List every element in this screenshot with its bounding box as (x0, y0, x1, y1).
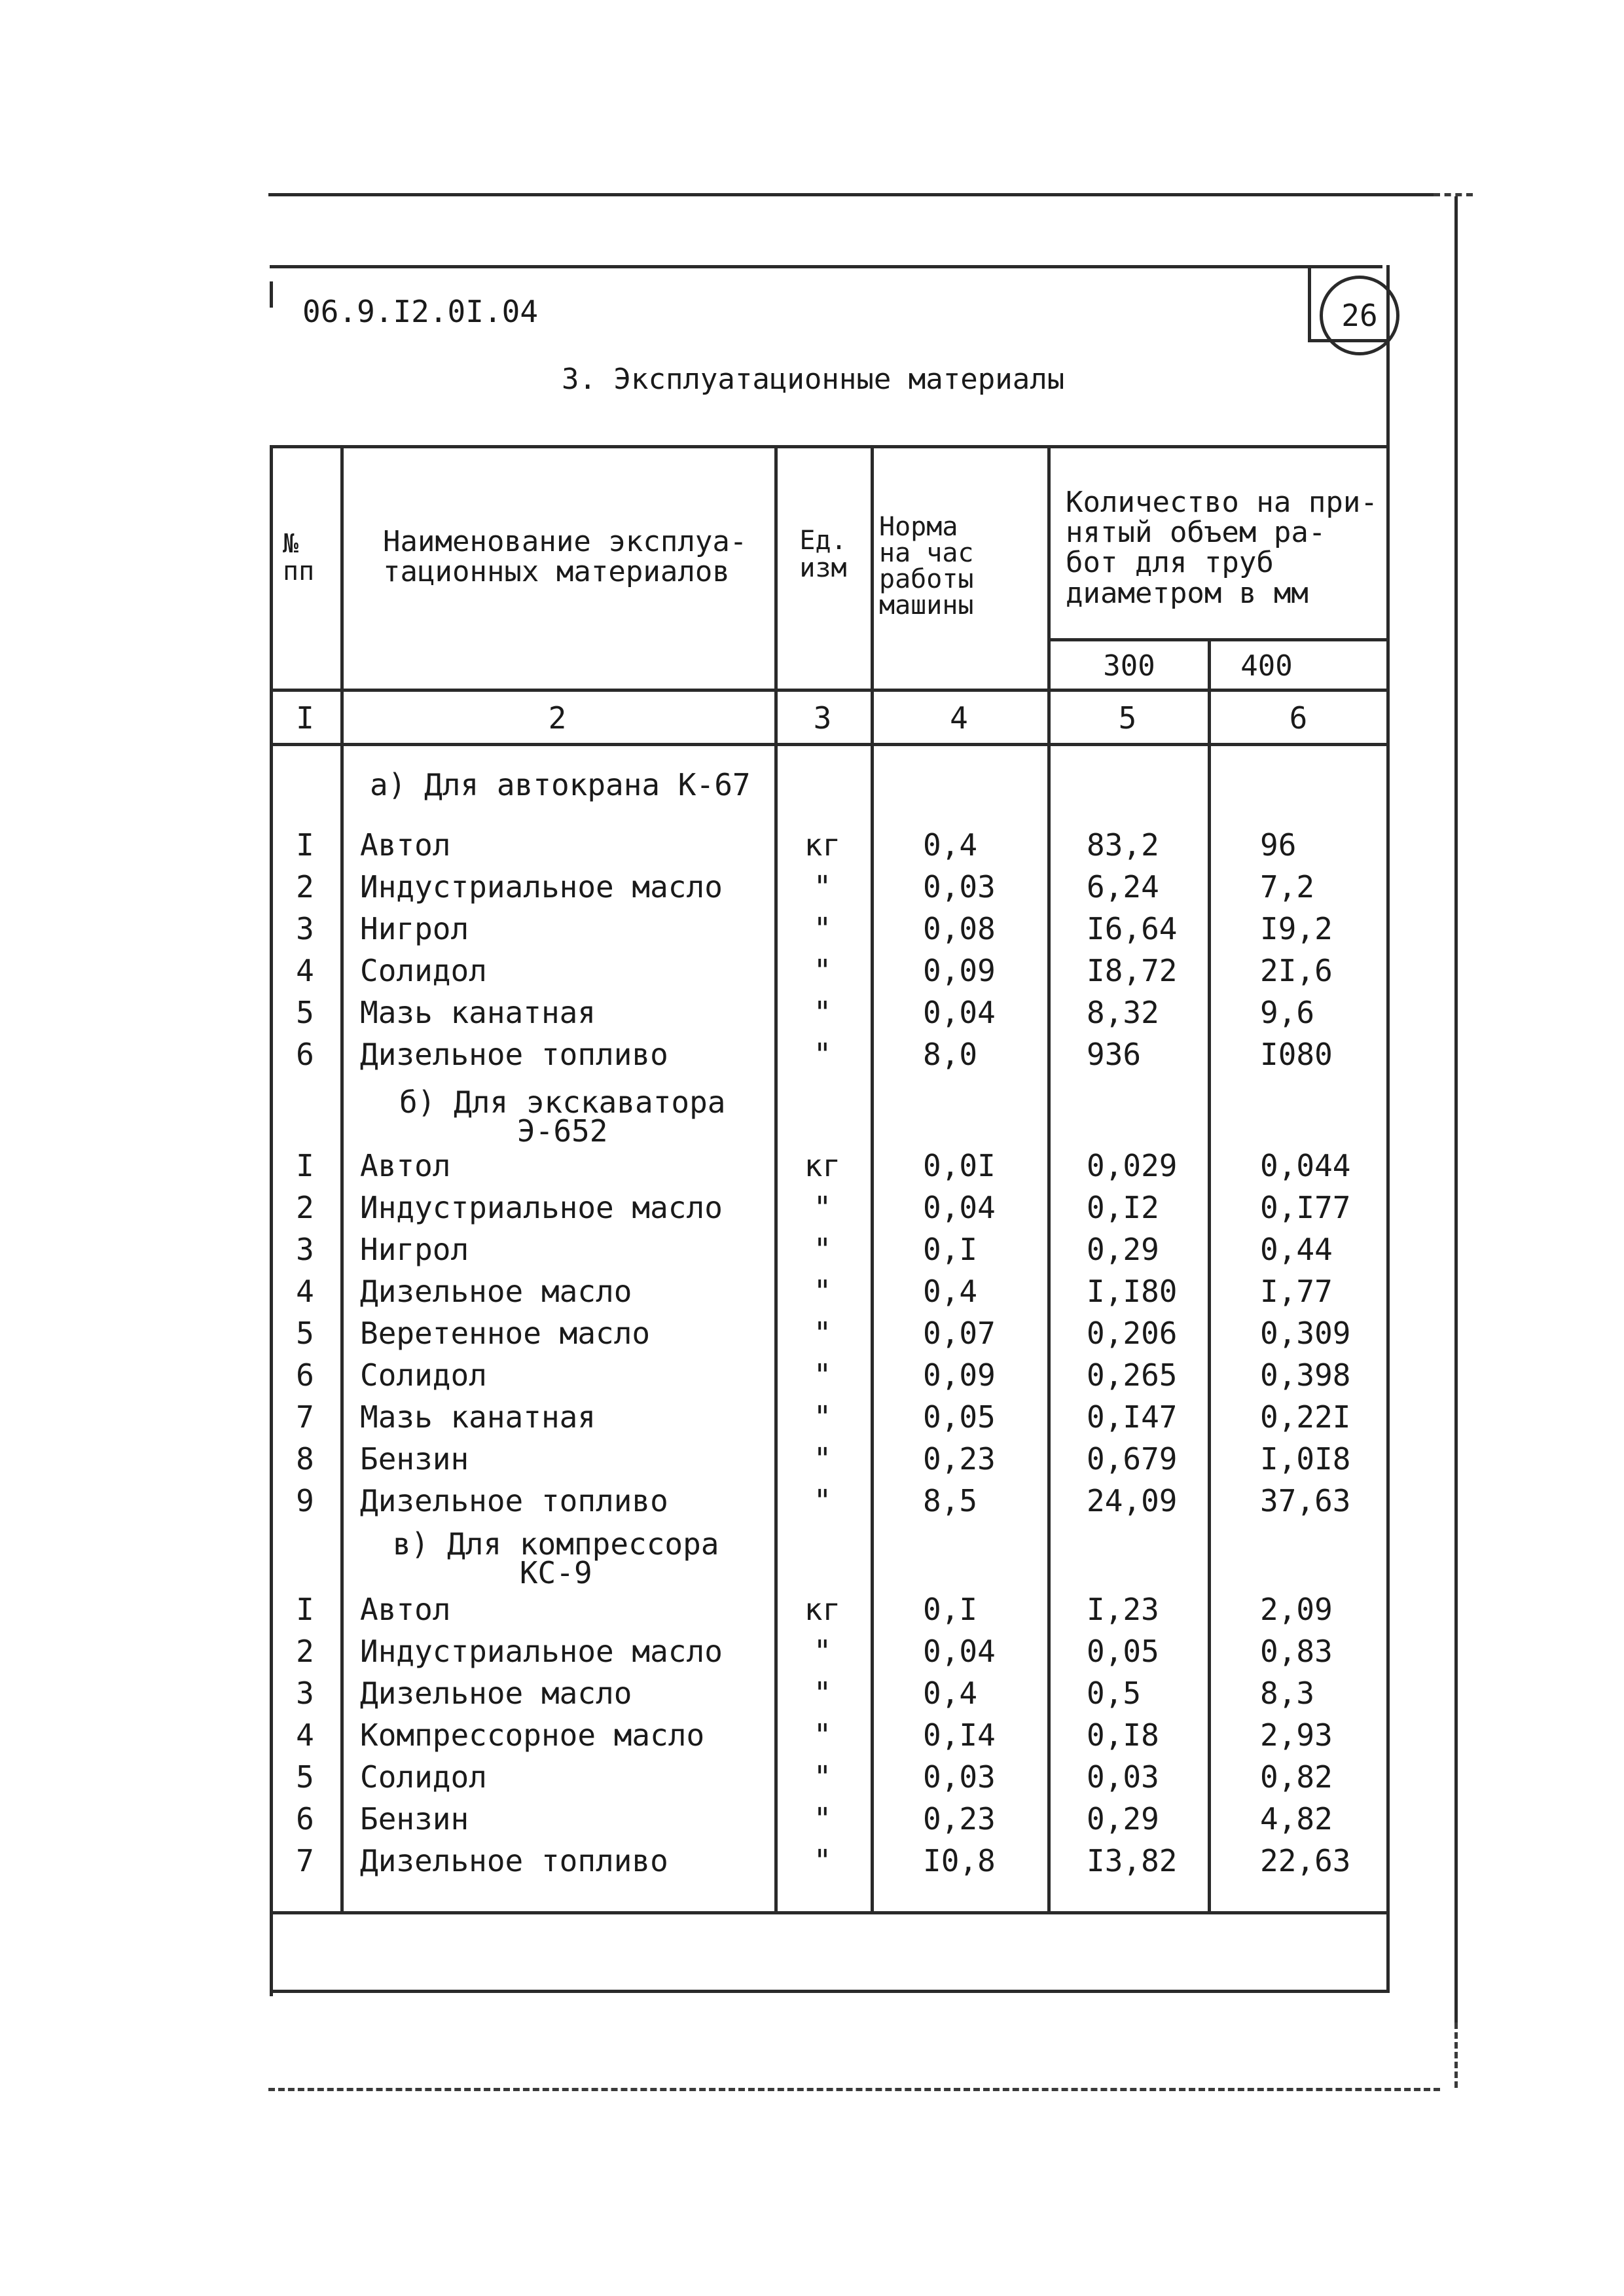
col-divider-1 (340, 445, 344, 1914)
norm-per-hour: 8,0 (923, 1037, 978, 1072)
norm-per-hour: 0,I (923, 1592, 978, 1627)
quantity-300: 0,29 (1087, 1801, 1159, 1837)
material-name: Дизельное топливо (360, 1037, 668, 1072)
unit: " (813, 911, 832, 946)
norm-per-hour: 0,23 (923, 1441, 996, 1477)
group-title: в) Для компрессора КС-9 (393, 1526, 719, 1590)
col-divider-3 (871, 445, 874, 1914)
norm-per-hour: 0,04 (923, 995, 996, 1030)
row-number: 5 (296, 995, 314, 1030)
material-name: Солидол (360, 1759, 487, 1795)
col-number-5: 5 (1118, 700, 1137, 736)
norm-per-hour: 8,5 (923, 1483, 978, 1518)
unit: кг (804, 827, 841, 863)
unit: " (813, 1634, 832, 1669)
page-box-bottom (270, 1990, 1389, 1993)
unit: " (813, 1759, 832, 1795)
column-numbers-bottom-line (270, 743, 1389, 746)
row-number: 6 (296, 1357, 314, 1393)
quantity-300: 0,679 (1087, 1441, 1178, 1477)
quantity-400: 96 (1260, 827, 1297, 863)
quantity-400: I9,2 (1260, 911, 1333, 946)
norm-per-hour: 0,03 (923, 869, 996, 905)
row-number: 5 (296, 1759, 314, 1795)
header-unit: Ед. изм (799, 526, 847, 583)
quantity-300: 0,I47 (1087, 1399, 1178, 1435)
quantity-300: 0,03 (1087, 1759, 1159, 1795)
header-diameter-300: 300 (1103, 649, 1155, 683)
quantity-400: 7,2 (1260, 869, 1315, 905)
quantity-400: 0,22I (1260, 1399, 1351, 1435)
quantity-300: 0,029 (1087, 1148, 1178, 1183)
unit: " (813, 1357, 832, 1393)
quantity-300: 0,I8 (1087, 1717, 1159, 1753)
quantity-300: I,I80 (1087, 1274, 1178, 1309)
material-name: Мазь канатная (360, 995, 596, 1030)
col-number-2: 2 (548, 700, 567, 736)
quantity-300: 83,2 (1087, 827, 1159, 863)
right-frame-line (1454, 196, 1458, 2022)
quantity-400: 0,398 (1260, 1357, 1351, 1393)
material-name: Компрессорное масло (360, 1717, 705, 1753)
quantity-300: I,23 (1087, 1592, 1159, 1627)
norm-per-hour: 0,08 (923, 911, 996, 946)
quantity-300: 0,206 (1087, 1316, 1178, 1351)
row-number: I (296, 827, 314, 863)
header-quantity: Количество на при- нятый объем ра- бот для труб диаметром в мм (1066, 486, 1378, 610)
material-name: Нигрол (360, 911, 469, 946)
row-number: 7 (296, 1399, 314, 1435)
page-box-right (1386, 265, 1390, 1993)
diameter-subheader-line (1051, 638, 1389, 641)
unit: " (813, 1316, 832, 1351)
col-number-4: 4 (950, 700, 968, 736)
row-number: I (296, 1592, 314, 1627)
quantity-400: 0,I77 (1260, 1190, 1351, 1225)
quantity-300: 0,I2 (1087, 1190, 1159, 1225)
row-number: 3 (296, 1232, 314, 1267)
quantity-300: 0,05 (1087, 1634, 1159, 1669)
quantity-300: 24,09 (1087, 1483, 1178, 1518)
material-name: Автол (360, 1592, 451, 1627)
header-name: Наименование эксплуа- тационных материалов (383, 525, 748, 589)
norm-per-hour: 0,07 (923, 1316, 996, 1351)
row-number: 6 (296, 1801, 314, 1837)
quantity-300: 6,24 (1087, 869, 1159, 905)
unit: " (813, 1843, 832, 1878)
row-number: 4 (296, 1717, 314, 1753)
unit: " (813, 953, 832, 988)
unit: " (813, 1801, 832, 1837)
material-name: Дизельное топливо (360, 1843, 668, 1878)
quantity-400: I080 (1260, 1037, 1333, 1072)
bottom-frame-dash (268, 2088, 1440, 2091)
col-number-6: 6 (1289, 700, 1308, 736)
norm-per-hour: 0,4 (923, 827, 978, 863)
quantity-400: 0,83 (1260, 1634, 1333, 1669)
quantity-300: 936 (1087, 1037, 1142, 1072)
unit: " (813, 1037, 832, 1072)
header-bottom-line (270, 689, 1389, 692)
top-frame-dash (1434, 193, 1473, 196)
unit: " (813, 869, 832, 905)
document-code: 06.9.I2.0I.04 (302, 294, 539, 329)
unit: " (813, 995, 832, 1030)
quantity-400: 0,044 (1260, 1148, 1351, 1183)
quantity-300: 0,5 (1087, 1676, 1142, 1711)
quantity-400: I,0I8 (1260, 1441, 1351, 1477)
col-number-3: 3 (813, 700, 832, 736)
row-number: 8 (296, 1441, 314, 1477)
unit: кг (804, 1592, 841, 1627)
col-divider-5 (1208, 638, 1211, 1914)
row-number: 6 (296, 1037, 314, 1072)
unit: " (813, 1274, 832, 1309)
unit: " (813, 1441, 832, 1477)
material-name: Автол (360, 827, 451, 863)
row-number: 3 (296, 911, 314, 946)
col-number-1: I (296, 700, 314, 736)
quantity-300: 8,32 (1087, 995, 1159, 1030)
row-number: 2 (296, 1190, 314, 1225)
unit: " (813, 1717, 832, 1753)
top-frame-line (268, 193, 1434, 196)
header-box-top (270, 265, 1382, 268)
material-name: Бензин (360, 1801, 469, 1837)
unit: кг (804, 1148, 841, 1183)
quantity-300: I3,82 (1087, 1843, 1178, 1878)
norm-per-hour: 0,I4 (923, 1717, 996, 1753)
norm-per-hour: 0,09 (923, 1357, 996, 1393)
quantity-400: I,77 (1260, 1274, 1333, 1309)
norm-per-hour: 0,23 (923, 1801, 996, 1837)
norm-per-hour: 0,04 (923, 1634, 996, 1669)
material-name: Дизельное масло (360, 1676, 632, 1711)
page-number: 26 (1341, 298, 1378, 333)
row-number: 2 (296, 869, 314, 905)
quantity-400: 9,6 (1260, 995, 1315, 1030)
material-name: Веретенное масло (360, 1316, 651, 1351)
quantity-400: 2,93 (1260, 1717, 1333, 1753)
material-name: Бензин (360, 1441, 469, 1477)
quantity-400: 2,09 (1260, 1592, 1333, 1627)
header-diameter-400: 400 (1240, 649, 1293, 683)
row-number: 2 (296, 1634, 314, 1669)
norm-per-hour: 0,09 (923, 953, 996, 988)
norm-per-hour: 0,03 (923, 1759, 996, 1795)
header-norm: Норма на час работы машины (879, 512, 974, 620)
page-number-circle (1320, 276, 1399, 355)
norm-per-hour: 0,4 (923, 1676, 978, 1711)
norm-per-hour: 0,05 (923, 1399, 996, 1435)
quantity-300: 0,265 (1087, 1357, 1178, 1393)
header-box-left-tick (270, 281, 273, 308)
material-name: Индустриальное масло (360, 1634, 723, 1669)
material-name: Индустриальное масло (360, 1190, 723, 1225)
quantity-400: 0,44 (1260, 1232, 1333, 1267)
material-name: Солидол (360, 953, 487, 988)
table-top-border (270, 445, 1389, 448)
quantity-400: 22,63 (1260, 1843, 1351, 1878)
quantity-400: 8,3 (1260, 1676, 1315, 1711)
norm-per-hour: 0,0I (923, 1148, 996, 1183)
material-name: Дизельное масло (360, 1274, 632, 1309)
quantity-300: I6,64 (1087, 911, 1178, 946)
row-number: 9 (296, 1483, 314, 1518)
section-title: 3. Эксплуатационные материалы (562, 363, 1065, 396)
page-number-bracket-left (1308, 265, 1311, 342)
norm-per-hour: 0,4 (923, 1274, 978, 1309)
quantity-400: 37,63 (1260, 1483, 1351, 1518)
row-number: 3 (296, 1676, 314, 1711)
material-name: Солидол (360, 1357, 487, 1393)
norm-per-hour: I0,8 (923, 1843, 996, 1878)
unit: " (813, 1676, 832, 1711)
material-name: Дизельное топливо (360, 1483, 668, 1518)
quantity-400: 0,309 (1260, 1316, 1351, 1351)
header-num: № пп (283, 529, 315, 586)
material-name: Автол (360, 1148, 451, 1183)
quantity-400: 0,82 (1260, 1759, 1333, 1795)
row-number: 5 (296, 1316, 314, 1351)
norm-per-hour: 0,I (923, 1232, 978, 1267)
quantity-300: I8,72 (1087, 953, 1178, 988)
row-number: 4 (296, 1274, 314, 1309)
unit: " (813, 1232, 832, 1267)
norm-per-hour: 0,04 (923, 1190, 996, 1225)
material-name: Нигрол (360, 1232, 469, 1267)
row-number: 4 (296, 953, 314, 988)
material-name: Мазь канатная (360, 1399, 596, 1435)
unit: " (813, 1483, 832, 1518)
quantity-300: 0,29 (1087, 1232, 1159, 1267)
quantity-400: 4,82 (1260, 1801, 1333, 1837)
group-title: а) Для автокрана К-67 (370, 767, 751, 802)
quantity-400: 2I,6 (1260, 953, 1333, 988)
table-bottom-line (270, 1911, 1389, 1914)
row-number: I (296, 1148, 314, 1183)
right-frame-dash (1454, 2022, 1458, 2088)
unit: " (813, 1399, 832, 1435)
material-name: Индустриальное масло (360, 869, 723, 905)
row-number: 7 (296, 1843, 314, 1878)
unit: " (813, 1190, 832, 1225)
group-title: б) Для экскаватора Э-652 (399, 1085, 726, 1149)
